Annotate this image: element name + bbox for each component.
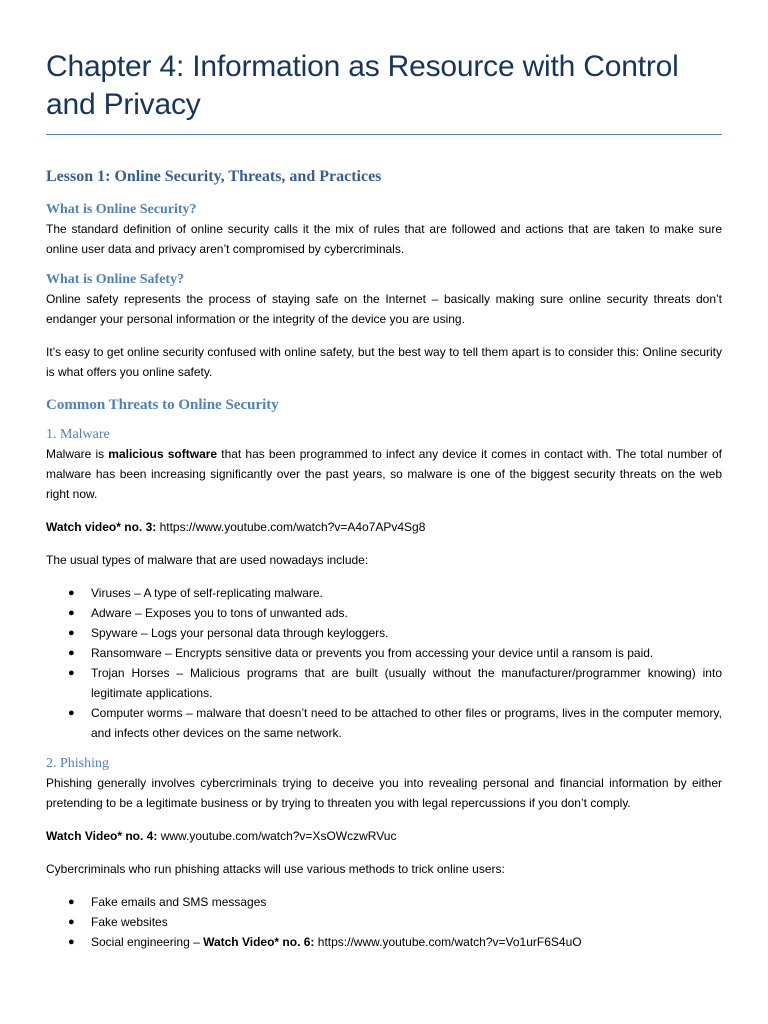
bullet-icon: ● bbox=[68, 587, 75, 599]
malware-video-link[interactable]: https://www.youtube.com/watch?v=A4o7APv4Sg8 bbox=[156, 520, 426, 534]
heading-phishing: 2. Phishing bbox=[46, 756, 110, 771]
bullet-icon: ● bbox=[68, 896, 75, 908]
paragraph-security-vs-safety: It’s easy to get online security confused with online safety, but the best way to tell them apart is to consider this: Online security is what offers you online safety. bbox=[46, 345, 722, 379]
list-item: ● Fake websites bbox=[46, 912, 722, 932]
section-online-safety bbox=[46, 271, 722, 382]
bullet-icon: ● bbox=[68, 936, 75, 948]
phishing-video-link[interactable]: www.youtube.com/watch?v=XsOWczwRVuc bbox=[157, 829, 397, 843]
malware-text-a: Malware is bbox=[46, 447, 109, 461]
heading-common-threats: Common Threats to Online Security bbox=[46, 397, 279, 413]
lesson-title: Lesson 1: Online Security, Threats, and Practices bbox=[46, 168, 382, 185]
title-divider bbox=[46, 134, 722, 135]
list-item: ● Computer worms – malware that doesn’t need to be attached to other files or programs, lives in the computer memory, and infects other devices on the same network. bbox=[46, 703, 722, 743]
bullet-icon: ● bbox=[68, 707, 75, 719]
paragraph-phishing: Phishing generally involves cybercriminals trying to deceive you into revealing personal and financial information by either pretending to be a legitimate business or by trying to threaten you with legal repercussions if you don’t comply. bbox=[46, 776, 722, 810]
malware-video-label: Watch video* no. 3: bbox=[46, 520, 157, 534]
malware-types-intro: The usual types of malware that are used nowadays include: bbox=[46, 553, 369, 567]
malware-text-b: that has been programmed to infect any device it comes in contact with. The total number of malware has been increasing significantly over the past years, so malware is one of the biggest security threats on the web right now. bbox=[46, 447, 723, 501]
list-item: ● Fake emails and SMS messages bbox=[46, 892, 722, 912]
phishing-video-label: Watch Video* no. 4: bbox=[46, 829, 158, 843]
section-malware bbox=[46, 426, 722, 743]
section-common-threats bbox=[46, 396, 722, 414]
list-item bbox=[46, 932, 722, 952]
malware-video-line bbox=[46, 517, 722, 537]
paragraph-malware bbox=[46, 444, 722, 504]
bullet-icon: ● bbox=[68, 916, 75, 928]
heading-online-security: What is Online Security? bbox=[46, 202, 197, 217]
malware-types-list bbox=[46, 583, 722, 743]
bullet-icon: ● bbox=[68, 627, 75, 639]
paragraph-online-safety: Online safety represents the process of staying safe on the Internet – basically making sure online security threats don’t endanger your personal information or the integrity of the device you are using. bbox=[46, 292, 722, 326]
social-video-link[interactable]: https://www.youtube.com/watch?v=Vo1urF6S4uO bbox=[314, 935, 582, 949]
bullet-icon: ● bbox=[68, 667, 75, 679]
heading-malware: 1. Malware bbox=[46, 427, 110, 442]
bullet-icon: ● bbox=[68, 607, 75, 619]
malware-text-bold: malicious software bbox=[108, 447, 218, 461]
phishing-methods-intro: Cybercriminals who run phishing attacks will use various methods to trick online users: bbox=[46, 862, 505, 876]
list-item: ● Spyware – Logs your personal data through keyloggers. bbox=[46, 623, 722, 643]
section-phishing bbox=[46, 755, 722, 952]
section-online-security bbox=[46, 201, 722, 259]
social-engineering-label: Social engineering – bbox=[91, 935, 204, 949]
list-item: ● Ransomware – Encrypts sensitive data or prevents you from accessing your device until a ransom is paid. bbox=[46, 643, 722, 663]
list-item: ● Viruses – A type of self-replicating malware. bbox=[46, 583, 722, 603]
heading-online-safety: What is Online Safety? bbox=[46, 272, 185, 287]
bullet-icon: ● bbox=[68, 647, 75, 659]
paragraph-online-security: The standard definition of online security calls it the mix of rules that are followed and actions that are taken to make sure online user data and privacy aren’t compromised by cybercriminals. bbox=[46, 222, 722, 256]
chapter-title: Chapter 4: Information as Resource with Control and Privacy bbox=[46, 50, 679, 121]
list-item: ● Trojan Horses – Malicious programs that are built (usually without the manufacturer/programmer knowing) into legitimate applications. bbox=[46, 663, 722, 703]
phishing-methods-list bbox=[46, 892, 722, 952]
list-item: ● Adware – Exposes you to tons of unwanted ads. bbox=[46, 603, 722, 623]
phishing-video-line bbox=[46, 826, 722, 846]
social-video-label: Watch Video* no. 6: bbox=[203, 935, 315, 949]
